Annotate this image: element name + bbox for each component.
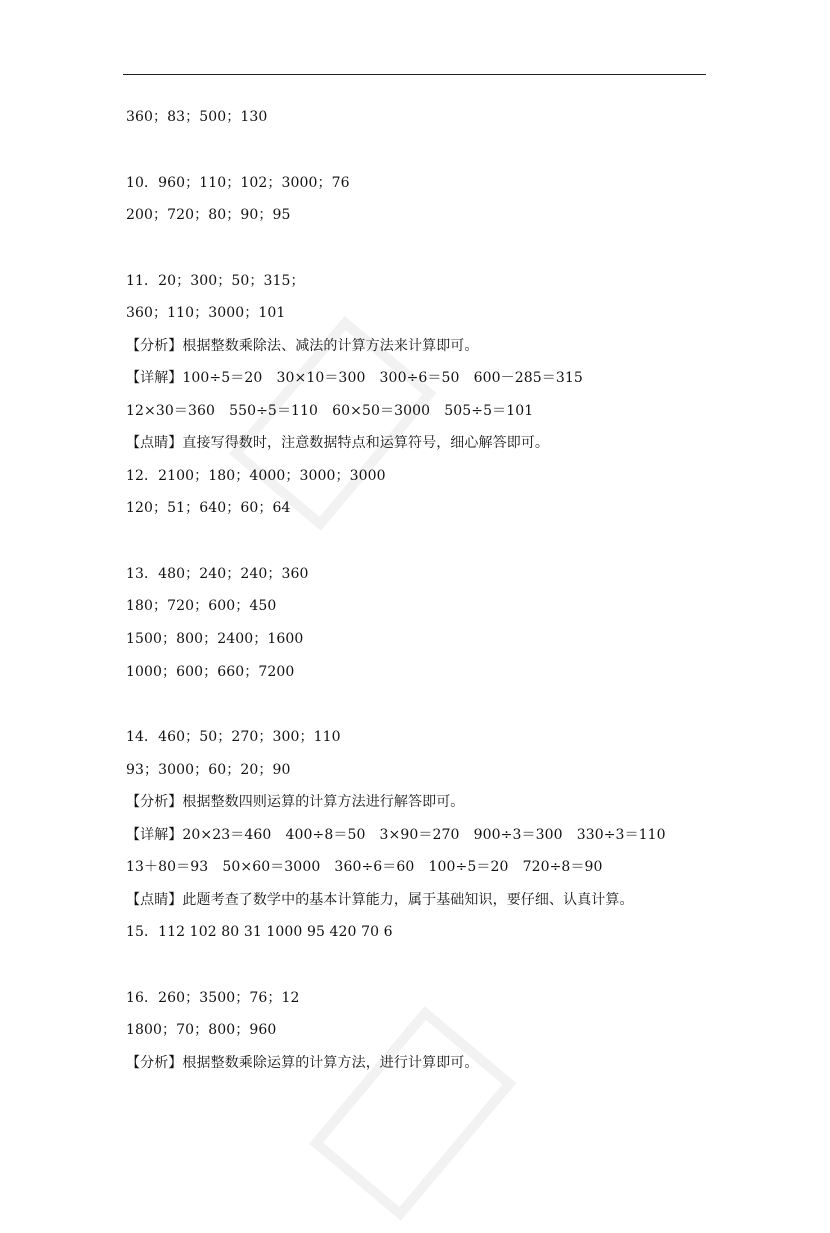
answer-line: 13．480；240；240；360 <box>126 566 309 582</box>
watermark <box>309 1006 531 1233</box>
answer-line: 1000；600；660；7200 <box>126 664 295 680</box>
answer-line: 16．260；3500；76；12 <box>126 990 300 1006</box>
header-rule <box>123 74 706 75</box>
answer-line: 120；51；640；60；64 <box>126 500 291 516</box>
answer-line: 180；720；600；450 <box>126 598 277 614</box>
answer-line: 93；3000；60；20；90 <box>126 762 291 778</box>
analysis-line: 【分析】根据整数乘除运算的计算方法，进行计算即可。 <box>126 1055 479 1071</box>
answer-line: 200；720；80；90；95 <box>126 207 291 223</box>
answer-line: 12．2100；180；4000；3000；3000 <box>126 468 386 484</box>
answer-line: 10．960；110；102；3000；76 <box>126 175 350 191</box>
answer-line: 15．112 102 80 31 1000 95 420 70 6 <box>126 924 393 940</box>
comment-line: 【点睛】直接写得数时，注意数据特点和运算符号，细心解答即可。 <box>126 435 549 451</box>
answer-line: 360；83；500；130 <box>126 109 268 125</box>
answer-line: 1500；800；2400；1600 <box>126 631 304 647</box>
watermark-seal-icon <box>309 1006 517 1221</box>
detail-line: 【详解】20×23＝460 400÷8＝50 3×90＝270 900÷3＝300 330÷3＝110 <box>126 827 666 843</box>
answer-line: 14．460；50；270；300；110 <box>126 729 341 745</box>
comment-line: 【点睛】此题考查了数学中的基本计算能力，属于基础知识，要仔细、认真计算。 <box>126 892 634 908</box>
analysis-line: 【分析】根据整数乘除法、减法的计算方法来计算即可。 <box>126 338 479 354</box>
answer-line: 360；110；3000；101 <box>126 305 286 321</box>
detail-line: 【详解】100÷5＝20 30×10＝300 300÷6＝50 600－285＝315 <box>126 370 583 386</box>
answer-line: 1800；70；800；960 <box>126 1022 277 1038</box>
answer-line: 11．20；300；50；315； <box>126 273 305 289</box>
analysis-line: 【分析】根据整数四则运算的计算方法进行解答即可。 <box>126 794 465 810</box>
detail-line: 12×30＝360 550÷5＝110 60×50＝3000 505÷5＝101 <box>126 403 534 419</box>
detail-line: 13＋80＝93 50×60＝3000 360÷6＝60 100÷5＝20 720÷8＝90 <box>126 859 603 875</box>
